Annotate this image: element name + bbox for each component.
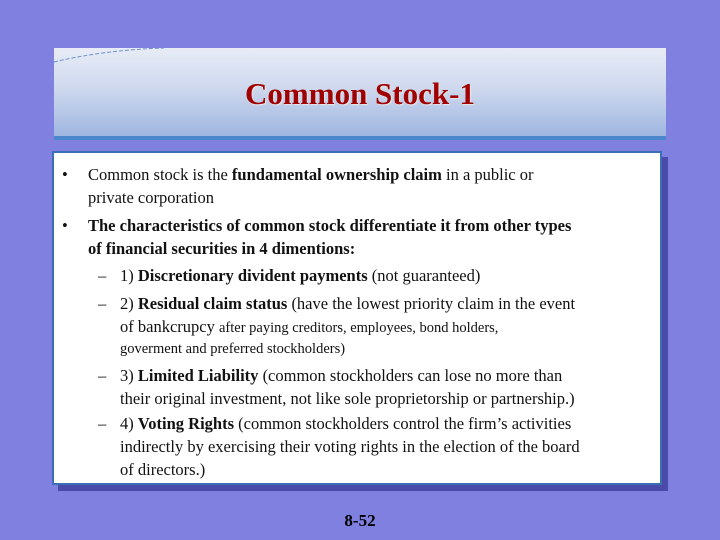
subitem-4-bold: Voting Rights (137, 414, 234, 433)
subitem-2-num: 2) (120, 294, 138, 313)
bullet-icon: • (62, 165, 68, 184)
subitem-2-bold: Residual claim status (137, 294, 288, 313)
subitem-1-num: 1) (120, 266, 138, 285)
slide-number: 8-52 (344, 511, 376, 530)
bullet-1-text-b: in a public or (441, 165, 534, 184)
subitem-2-line-1 (120, 292, 575, 315)
subitem-2-line-2 (120, 315, 498, 340)
subitem-4-line-2: indirectly by exercising their voting rights in the election of the board (120, 437, 580, 456)
subitem-1 (120, 264, 480, 287)
content-box (52, 151, 662, 485)
subitem-4-rest: (common stockholders control the firm’s activities (234, 414, 572, 433)
dash-icon: – (98, 366, 107, 385)
subitem-3-num: 3) (120, 366, 138, 385)
dash-icon: – (98, 294, 107, 313)
bullet-icon: • (62, 216, 68, 235)
subitem-2-line-3: goverment and preferred stockholders) (120, 341, 346, 357)
bullet-2-line-1: The characteristics of common stock differentiate it from other types (88, 216, 572, 235)
bullet-1-line-2: private corporation (88, 188, 214, 207)
subitem-4-num: 4) (120, 414, 138, 433)
bullet-2-line-2: of financial securities in 4 dimentions: (88, 239, 356, 258)
bullet-1-line-1 (88, 163, 534, 186)
slide-title: Common Stock-1 (245, 76, 475, 111)
subitem-3-line-2: their original investment, not like sole proprietorship or partnership.) (120, 389, 575, 408)
subitem-4-line-3: of directors.) (120, 460, 206, 479)
subitem-2-line-2-text: of bankcrupcy (120, 317, 219, 336)
bullet-1-text-a: Common stock is the (88, 165, 232, 184)
title-band (54, 48, 666, 140)
subitem-3-line-1 (120, 364, 562, 387)
subitem-2-line-2-small: after paying creditors, employees, bond holders, (218, 320, 499, 336)
subitem-4-line-1 (120, 412, 571, 435)
subitem-2-rest: (have the lowest priority claim in the event (287, 294, 576, 313)
subitem-3-rest: (common stockholders can lose no more than (258, 366, 563, 385)
subitem-1-rest: (not guaranteed) (367, 266, 481, 285)
subitem-1-bold: Discretionary divident payments (137, 266, 368, 285)
bullet-1-bold: fundamental ownership claim (231, 165, 442, 184)
decorative-line (54, 48, 164, 62)
subitem-3-bold: Limited Liability (137, 366, 259, 385)
dash-icon: – (98, 266, 107, 285)
dash-icon: – (98, 414, 107, 433)
